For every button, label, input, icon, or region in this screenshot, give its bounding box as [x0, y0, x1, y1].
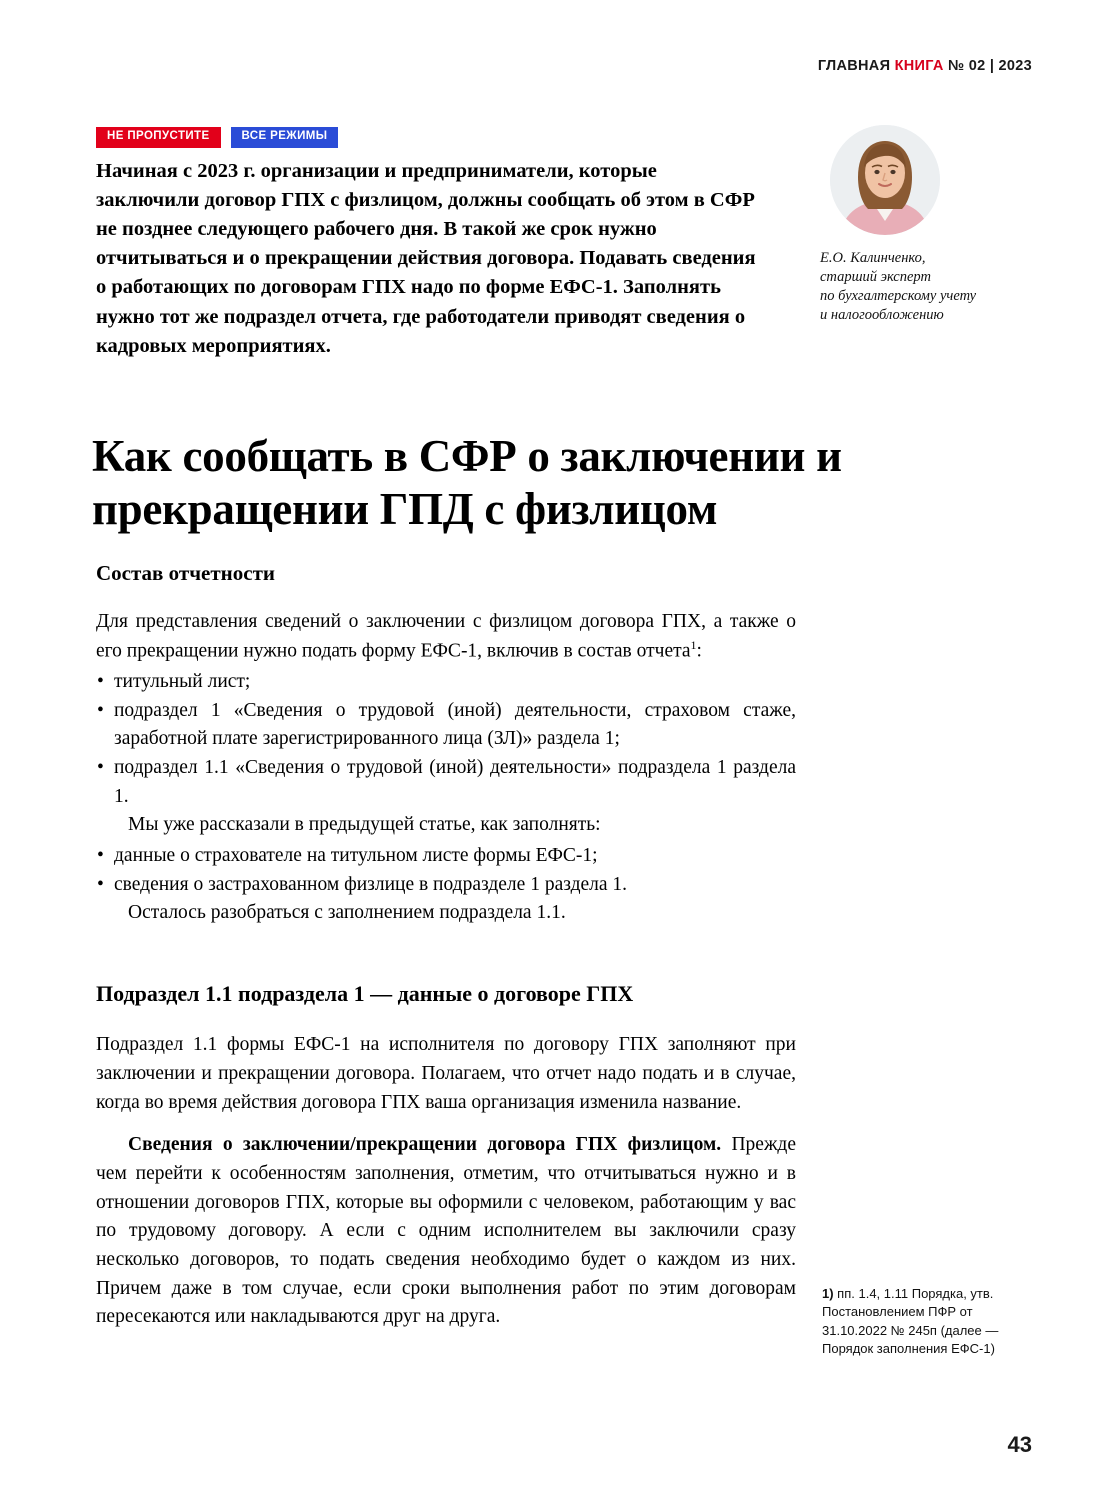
tag-row: [96, 127, 338, 148]
page-number: 43: [1007, 1432, 1032, 1457]
section-2-paragraph-2-lead: Сведения о заключении/прекращении договора ГПХ физлицом.: [128, 1134, 722, 1156]
author-role-line-2: по бухгалтерскому учету: [820, 288, 977, 305]
tag-do-not-miss: НЕ ПРОПУСТИТЕ: [96, 127, 221, 148]
list-item: • сведения о застрахованном физлице в подразделе 1 раздела 1.: [96, 871, 796, 900]
footnote-number: 1): [822, 1286, 834, 1301]
tag-all-regimes: ВСЕ РЕЖИМЫ: [231, 127, 339, 148]
avatar: [830, 125, 940, 235]
list-item: • подраздел 1 «Сведения о трудовой (иной) деятельности, страховом стаже, заработной плате зарегистрированного лица (ЗЛ)» раздела 1;: [96, 697, 796, 754]
running-head-issue: № 02 | 2023: [943, 58, 1032, 74]
list-item: • титульный лист;: [96, 668, 796, 697]
section-2-paragraph-1: Подраздел 1.1 формы ЕФС-1 на исполнителя по договору ГПХ заполняют при заключении и прекращении договора. Полагаем, что отчет надо подать и в случае, когда во время действия договора ГПХ ваша организация изменила название.: [96, 1034, 796, 1113]
author-role-line-3: и налогообложению: [820, 307, 944, 324]
author-role-line-1: старший эксперт: [820, 269, 931, 286]
section-1-closing-paragraph: Осталось разобраться с заполнением подраздела 1.1.: [128, 902, 566, 924]
section-2-paragraph-2: [96, 1131, 796, 1332]
author-caption: [820, 249, 1020, 326]
section-1-intro: [96, 608, 796, 666]
section-1-mid-paragraph: Мы уже рассказали в предыдущей статье, как заполнять:: [128, 814, 601, 836]
article-body: [96, 560, 796, 1334]
section-heading-1: Состав отчетности: [96, 561, 276, 585]
bullet-list-2: [96, 842, 796, 899]
section-1-intro-text: Для представления сведений о заключении с физлицом договора ГПХ, а также о его прекращении нужно подать форму ЕФС-1, включив в состав отчета: [96, 611, 796, 662]
bullet-list-1: [96, 668, 796, 811]
author-name: Е.О. Калинченко,: [820, 250, 926, 266]
footnote-text: пп. 1.4, 1.11 Порядка, утв. Постановлением ПФР от 31.10.2022 № 245п (далее — Порядок заполнения ЕФС-1): [822, 1286, 999, 1357]
page-title: Как сообщать в СФР о заключении и прекращении ГПД с физлицом: [92, 431, 842, 535]
footnote: [822, 1285, 1037, 1359]
list-item: • данные о страхователе на титульном листе формы ЕФС-1;: [96, 842, 796, 871]
running-head: [818, 58, 1032, 74]
section-2-paragraph-2-rest: Прежде чем перейти к особенностям заполнения, отметим, что отчитываться нужно и в отношении договоров ГПХ, которые вы оформили с человеком, работающим у вас по трудовому договору. А если с одним исполнителем вы заключили сразу несколько договоров, то подать сведения необходимо будет о каждом из них. Причем даже в том случае, если сроки выполнения работ по этим договорам пересекаются или накладываются друг на друга.: [96, 1134, 796, 1328]
section-heading-2: Подраздел 1.1 подраздела 1 — данные о договоре ГПХ: [96, 980, 634, 1006]
author-block: [820, 125, 1020, 326]
lead-paragraph: Начиная с 2023 г. организации и предприниматели, которые заключили договор ГПХ с физлицом, должны сообщать об этом в СФР не позднее следующего рабочего дня. В такой же срок нужно отчитываться и о прекращении действия договора. Подавать сведения о работающих по договорам ГПХ надо по форме ЕФС-1. Заполнять нужно тот же подраздел отчета, где работодатели приводят сведения о кадровых мероприятиях.: [96, 160, 756, 357]
section-1-intro-tail: :: [696, 640, 702, 662]
list-item: • подраздел 1.1 «Сведения о трудовой (иной) деятельности» подраздела 1 раздела 1.: [96, 754, 796, 811]
footnote-ref-1: 1: [690, 637, 697, 652]
running-head-accent: КНИГА: [894, 58, 944, 74]
running-head-main: ГЛАВНАЯ: [817, 58, 895, 74]
